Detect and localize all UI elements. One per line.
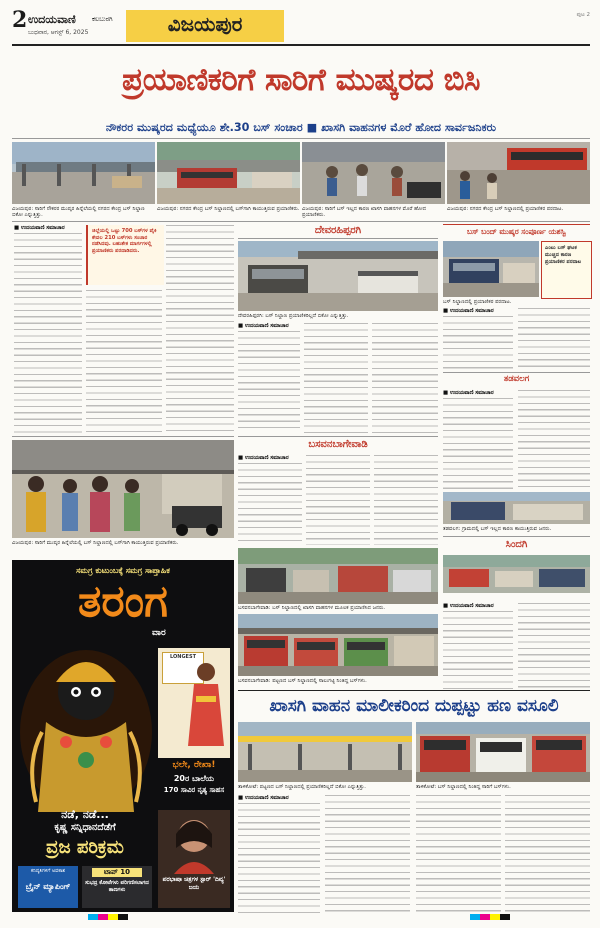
private-rule-top bbox=[238, 690, 590, 691]
photo-basavana-vehicles bbox=[238, 548, 438, 604]
bus-band-inset bbox=[541, 241, 592, 299]
tadavalaga-rule-top bbox=[443, 372, 590, 373]
private-col-3 bbox=[416, 795, 501, 913]
photo-devarahippargi-stand bbox=[238, 241, 438, 311]
tadavalaga-col-2 bbox=[518, 390, 590, 490]
ad-certificate: LONGEST bbox=[162, 652, 204, 684]
ad-star-panel bbox=[158, 810, 230, 908]
devarahippargi-rule bbox=[238, 238, 438, 239]
private-byline: ■ ಉದಯವಾಣಿ ಸಮಾಚಾರ bbox=[238, 795, 289, 801]
lead-callout-text: ಜಿಲ್ಲೆಯಲ್ಲಿ ಒಟ್ಟು 700 ಬಸ್‌ಗಳ ಪೈಕಿ ಕೇವಲ 210 ಬಸ್‌ಗಳು ಸಂಚಾರ ನಡೆಸಿದವು. ಬಹುತೇಕ ಮಾರ್ಗಗಳಲ್ಲಿ ಪ್ರಯಾಣಿಕರು ಪರದಾಡಿದರು. bbox=[92, 228, 157, 254]
paper-name: ಉದಯವಾಣಿ bbox=[28, 13, 76, 26]
caption-talikote-2: ತಾಳಿಕೋಟೆ: ಬಸ್ ನಿಲ್ದಾಣದಲ್ಲಿ ನಿಂತಿದ್ದ ಸಾರಿಗೆ ಬಸ್‌ಗಳು. bbox=[416, 784, 511, 790]
basavana-col-2 bbox=[306, 455, 370, 545]
lead-col-2 bbox=[86, 290, 162, 433]
section-sindagi: ಸಿಂದಗಿ bbox=[505, 539, 528, 550]
color-bar-right bbox=[470, 914, 510, 920]
devarahippargi-col-1 bbox=[238, 331, 300, 433]
tadavalaga-col-1 bbox=[443, 398, 513, 490]
ad-deity-figure bbox=[16, 642, 156, 812]
ad-side-sub1: 20ರ ಬಾಲೆಯ bbox=[173, 774, 215, 783]
devarahippargi-byline: ■ ಉದಯವಾಣಿ ಸಮಾಚಾರ bbox=[238, 323, 289, 329]
sindagi-col-2 bbox=[518, 603, 590, 689]
photo-row-rule bbox=[12, 221, 590, 222]
bus-band-inset-text: ಎಂಟು ಬಸ್ ಘಟಕ ಮುಚ್ಚಿದ ಕಾರಣ ಪ್ರಯಾಣಿಕರ ಪರದಾಟ bbox=[545, 245, 582, 265]
ad-bottom-text: ಪರಭಾಷಾ ಚಿತ್ರಗಳ ಸ್ಟಾರ್ 'ದಿವ್ಯ' ಜಯ bbox=[162, 876, 226, 891]
photo-bus-band bbox=[443, 241, 539, 297]
photo-tadavalaga bbox=[443, 492, 590, 524]
section-devarahippargi: ದೇವರಹಿಪ್ಪರಗಿ bbox=[314, 225, 362, 236]
color-bar-left bbox=[88, 914, 128, 920]
photo-talikote-buses bbox=[416, 722, 590, 782]
basavana-rule bbox=[238, 436, 438, 437]
ad-line1: ನಡೆ, ನಡೆ... bbox=[61, 808, 109, 821]
ad-side-sub2: 170 ಸಾವಿರ ನೃತ್ಯ ಸಾಹಸ bbox=[163, 786, 225, 794]
private-headline: ಖಾಸಗಿ ವಾಹನ ಮಾಲೀಕರಿಂದ ದುಪ್ಪಟ್ಟು ಹಣ ವಸೂಲಿ bbox=[269, 696, 559, 716]
sindagi-rule bbox=[443, 536, 590, 537]
caption-photo-2: ವಿಜಯಪುರ: ನಗರದ ಕೇಂದ್ರ ಬಸ್ ನಿಲ್ದಾಣದಲ್ಲಿ ಬಸ್‌ಗಾಗಿ ಕಾಯುತ್ತಿರುವ ಪ್ರಯಾಣಿಕರು. bbox=[157, 206, 300, 212]
bus-band-head-box bbox=[443, 224, 590, 239]
photo-waiting-passengers bbox=[157, 142, 300, 204]
subhead-rule bbox=[12, 138, 590, 139]
private-col-2 bbox=[325, 795, 410, 913]
ad-brain-top: ಕನಿಷ್ಠತಿಗಳಿಗೆ ಅವಕಾಶ bbox=[30, 868, 66, 874]
photo-private-vehicles bbox=[302, 142, 445, 204]
section-basavanabagewadi: ಬಸವನಬಾಗೇವಾಡಿ bbox=[308, 439, 368, 450]
photo-talikote-stand bbox=[238, 722, 412, 782]
bus-band-col-1 bbox=[443, 316, 513, 370]
caption-bus-band: ಬಸ್ ನಿಲ್ದಾಣದಲ್ಲಿ ಪ್ರಯಾಣಿಕರ ಪರದಾಟ. bbox=[443, 299, 512, 305]
city-name: ವಿಜಯಪುರ bbox=[167, 12, 243, 36]
photo-basavana-buses bbox=[238, 614, 438, 676]
midleft-rule bbox=[12, 436, 234, 437]
lead-callout bbox=[86, 225, 164, 285]
section-tadavalaga: ತಡವಲಗ bbox=[503, 374, 530, 384]
page-number: 2 bbox=[12, 7, 28, 33]
masthead bbox=[12, 7, 590, 42]
ad-tagline: ಸಮಗ್ರ ಕುಟುಂಬಕ್ಕೆ ಸಮಗ್ರ ಸಾಪ್ತಾಹಿಕ bbox=[76, 566, 170, 575]
date-line: ಬುಧವಾರ, ಆಗಸ್ಟ್ 6, 2025 bbox=[28, 29, 89, 36]
lead-byline: ■ ಉದಯವಾಣಿ ಸಮಾಚಾರ bbox=[14, 225, 65, 231]
caption-photo-1: ವಿಜಯಪುರ: ಸಾರಿಗೆ ನೌಕರರ ಮುಷ್ಕರ ಹಿನ್ನೆಲೆಯಲ್ಲಿ ನಗರದ ಕೇಂದ್ರ ಬಸ್ ನಿಲ್ದಾಣ ಬಿಕೋ ಎನ್ನುತ್ತಿತ್ತು. bbox=[12, 206, 145, 219]
photo-waiting-women bbox=[12, 440, 234, 538]
caption-photo-3: ವಿಜಯಪುರ: ಸಾರಿಗೆ ಬಸ್ ಇಲ್ಲದ ಕಾರಣ ಖಾಸಗಿ ವಾಹನಗಳ ಮೊರೆ ಹೋದ ಪ್ರಯಾಣಿಕರು. bbox=[302, 206, 427, 219]
caption-talikote-1: ತಾಳಿಕೋಟೆ: ಪಟ್ಟಣದ ಬಸ್ ನಿಲ್ದಾಣದಲ್ಲಿ ಪ್ರಯಾಣಿಕರಿಲ್ಲದೆ ಬಿಕೋ ಎನ್ನುತ್ತಿತ್ತು. bbox=[238, 784, 366, 790]
private-col-4 bbox=[505, 795, 590, 913]
devarahippargi-col-3 bbox=[372, 323, 438, 433]
ad-brain-box bbox=[18, 866, 78, 908]
city-banner bbox=[126, 10, 284, 42]
lead-headline: ಪ್ರಯಾಣಿಕರಿಗೆ ಸಾರಿಗೆ ಮುಷ್ಕರದ ಬಿಸಿ bbox=[122, 62, 480, 98]
caption-tadavalaga: ತಡವಲಗ: ಗ್ರಾಮದಲ್ಲಿ ಬಸ್ ಇಲ್ಲದ ಕಾರಣ ಕಾಯುತ್ತಿರುವ ಜನರು. bbox=[443, 526, 552, 532]
lead-col-3 bbox=[166, 225, 234, 433]
ad-star-figure bbox=[168, 814, 220, 874]
caption-devarahippargi: ದೇವರಹಿಪ್ಪರಗಿ: ಬಸ್ ನಿಲ್ದಾಣ ಪ್ರಯಾಣಿಕರಿಲ್ಲದೆ ಬಿಕೋ ಎನ್ನುತ್ತಿತ್ತು. bbox=[238, 313, 349, 319]
photo-empty-bus-stand bbox=[12, 142, 155, 204]
masthead-rule bbox=[12, 44, 590, 46]
caption-wide-photo: ವಿಜಯಪುರ: ಸಾರಿಗೆ ಮುಷ್ಕರ ಹಿನ್ನೆಲೆಯಲ್ಲಿ ಬಸ್ ನಿಲ್ದಾಣದಲ್ಲಿ ಬಸ್‌ಗಾಗಿ ಕಾಯುತ್ತಿರುವ ಪ್ರಯಾಣಿಕರು. bbox=[12, 540, 179, 546]
tadavalaga-byline: ■ ಉದಯವಾಣಿ ಸಮಾಚಾರ bbox=[443, 390, 494, 396]
photo-sindagi bbox=[443, 555, 590, 593]
basavana-byline: ■ ಉದಯವಾಣಿ ಸಮಾಚಾರ bbox=[238, 455, 289, 461]
edition-tag: ಕಲಬುರಗಿ bbox=[92, 15, 113, 23]
ad-brain-text: ಬ್ರೈನ್ ಮ್ಯಾಪಿಂಗ್ bbox=[25, 882, 71, 891]
bus-band-byline: ■ ಉದಯವಾಣಿ ಸಮಾಚಾರ bbox=[443, 308, 494, 314]
ad-dancer-panel bbox=[158, 648, 230, 758]
bus-band-col-2 bbox=[518, 308, 590, 370]
lead-subhead: ನೌಕರರ ಮುಷ್ಕರದ ಮಧ್ಯೆಯೂ ಶೇ.30 ಬಸ್ ಸಂಚಾರ ■ ಖಾಸಗಿ ವಾಹನಗಳ ಮೊರೆ ಹೋದ ಸಾರ್ವಜನಿಕರು bbox=[105, 121, 497, 134]
ad-dancer-figure bbox=[182, 656, 228, 756]
lead-col-1 bbox=[14, 233, 82, 433]
ad-weekly: ವಾರ bbox=[152, 628, 166, 638]
bus-band-title: ಬಸ್ ಬಂದ್ ಮುಷ್ಕರ ಸಂಪೂರ್ಣ ಯಶಸ್ವಿ bbox=[467, 227, 566, 236]
ad-top10-badge: ಟಾಪ್ 10 bbox=[92, 868, 142, 877]
ad-brand: ತರಂಗ bbox=[78, 576, 168, 627]
ad-top10-box bbox=[82, 866, 152, 908]
ad-line2: ಕೃಷ್ಣ ಸನ್ನಿಧಾನದೆಡೆಗೆ bbox=[54, 822, 116, 833]
folio-right: ಪುಟ 2 bbox=[576, 12, 590, 18]
devarahippargi-col-2 bbox=[304, 323, 368, 433]
sindagi-byline: ■ ಉದಯವಾಣಿ ಸಮಾಚಾರ bbox=[443, 603, 494, 609]
ad-side-title: ಭಲೇ, ರೇಖಾ! bbox=[172, 760, 216, 770]
ad-top10-text: ಸುಭದ್ರ ಕೋಟೆಗಳು ಪರಿಗಣಿಸಲಾಗದ ತಾಣಗಳು bbox=[85, 880, 149, 893]
caption-basavana-1: ಬಸವನಬಾಗೇವಾಡಿ: ಬಸ್ ನಿಲ್ದಾಣದಲ್ಲಿ ಖಾಸಗಿ ವಾಹನಗಳ ಮೂಲಕ ಪ್ರಯಾಣಿಸಿದ ಜನರು. bbox=[238, 605, 386, 611]
taranga-ad[interactable] bbox=[12, 560, 234, 912]
caption-basavana-2: ಬಸವನಬಾಗೇವಾಡಿ: ಪಟ್ಟಣದ ಬಸ್ ನಿಲ್ದಾಣದಲ್ಲಿ ಸಾಲುಗಟ್ಟಿ ನಿಂತಿದ್ದ ಬಸ್‌ಗಳು. bbox=[238, 678, 367, 684]
basavana-col-3 bbox=[374, 455, 438, 545]
caption-photo-4: ವಿಜಯಪುರ: ನಗರದ ಕೇಂದ್ರ ಬಸ್ ನಿಲ್ದಾಣದಲ್ಲಿ ಪ್ರಯಾಣಿಕರ ಪರದಾಟ. bbox=[447, 206, 564, 212]
ad-line3: ವ್ರಜ ಪರಿಕ್ರಮ bbox=[46, 837, 124, 858]
private-col-1 bbox=[238, 803, 320, 913]
basavana-col-1 bbox=[238, 463, 302, 545]
photo-stranded-passengers bbox=[447, 142, 590, 204]
sindagi-col-1 bbox=[443, 611, 513, 689]
